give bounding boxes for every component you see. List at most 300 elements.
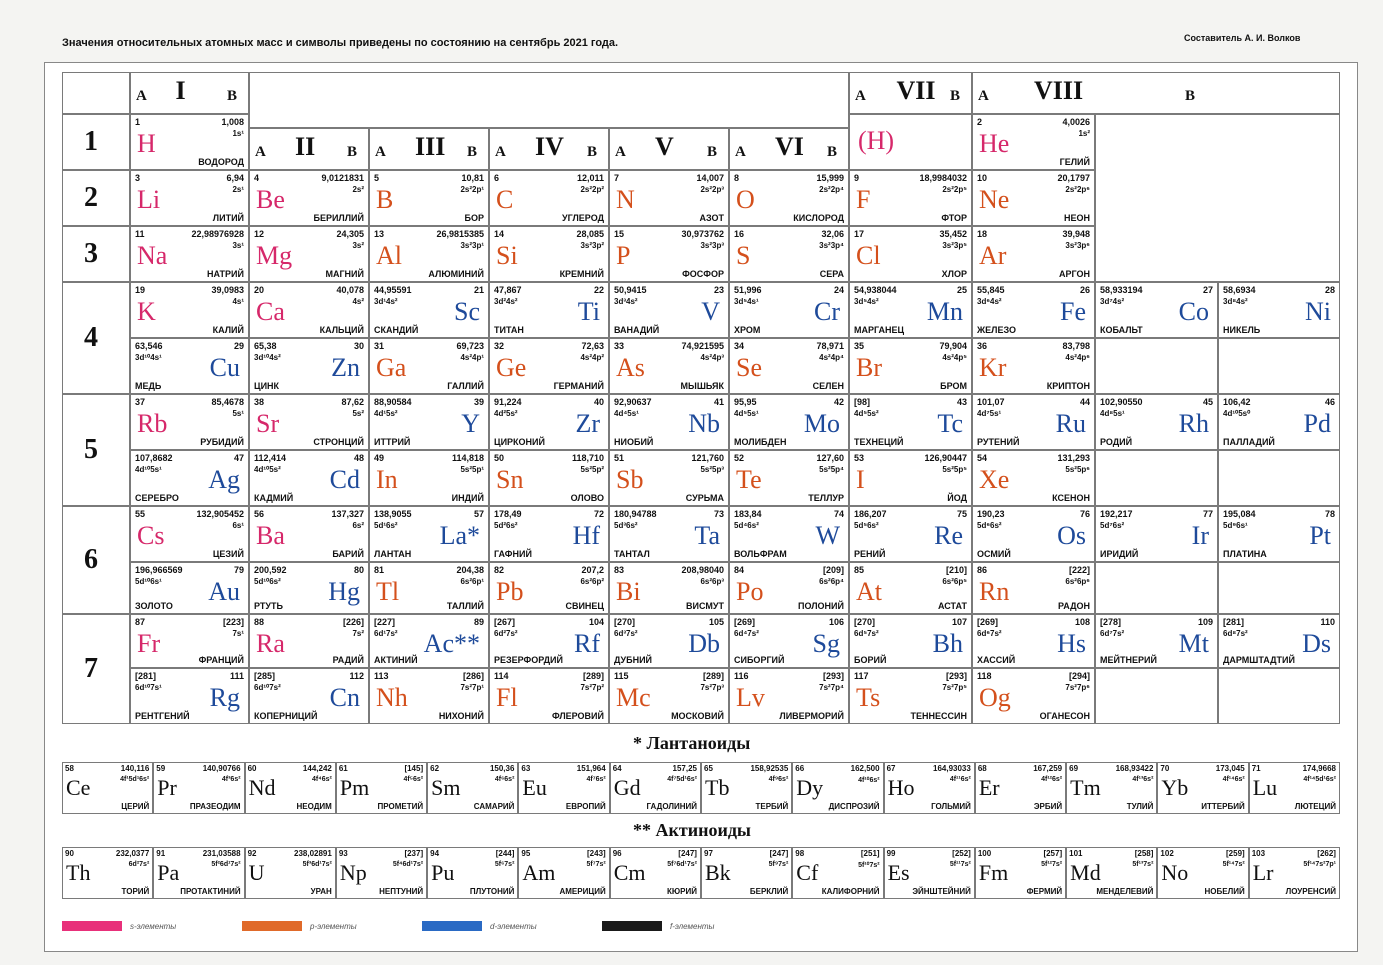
element-name: НИОБИЙ <box>614 437 654 447</box>
element-cell[interactable] <box>609 668 729 724</box>
atomic-number: 74 <box>833 509 844 519</box>
element-cell[interactable] <box>972 226 1095 282</box>
element-cell[interactable] <box>972 338 1095 394</box>
element-cell[interactable] <box>130 338 249 394</box>
element-cell[interactable] <box>972 394 1095 450</box>
element-cell[interactable] <box>1095 614 1218 668</box>
element-symbol: Pt <box>1309 521 1331 550</box>
header-note: Значения относительных атомных масс и символы приведены по состоянию на сентябрь 2021 года. <box>62 37 619 49</box>
element-cell[interactable] <box>1095 282 1218 338</box>
element-cell[interactable] <box>489 282 609 338</box>
element-name: ХЛОР <box>941 269 967 279</box>
element-cell[interactable] <box>1218 282 1340 338</box>
atomic-mass: [247] <box>678 849 697 858</box>
atomic-mass: [281] <box>1223 617 1245 627</box>
element-name: РЕЗЕРФОРДИЙ <box>494 655 563 665</box>
element-cell[interactable] <box>972 114 1095 170</box>
atomic-mass: 183,84 <box>734 509 762 519</box>
element-symbol: Pa <box>157 860 180 885</box>
element-name: ЙОД <box>947 493 967 503</box>
f-element-cell[interactable] <box>427 762 518 814</box>
atomic-number: 49 <box>374 453 385 463</box>
element-symbol: Bh <box>932 629 963 658</box>
atomic-mass: 9,0121831 <box>321 173 364 183</box>
atomic-number: 61 <box>338 764 348 773</box>
element-symbol: Y <box>461 409 480 438</box>
electron-config: 6d¹7s² <box>374 629 398 638</box>
atomic-mass: 138,9055 <box>374 509 412 519</box>
element-name: МЫШЬЯК <box>680 381 724 391</box>
atomic-number: 47 <box>233 453 244 463</box>
element-symbol: C <box>496 185 514 214</box>
electron-config: 4s²4p² <box>580 353 604 362</box>
f-element-cell[interactable] <box>518 762 609 814</box>
atomic-number: 65 <box>704 764 713 773</box>
f-element-cell[interactable] <box>245 847 336 899</box>
element-cell[interactable] <box>972 450 1095 506</box>
element-name: ЛИТИЙ <box>212 213 244 223</box>
element-cell[interactable] <box>369 282 489 338</box>
electron-config: 3s²3p⁵ <box>942 241 967 250</box>
electron-config: 3s²3p⁶ <box>1065 241 1090 250</box>
atomic-mass: 88,90584 <box>374 397 412 407</box>
atomic-number: 26 <box>1079 285 1090 295</box>
element-name: УГЛЕРОД <box>562 213 604 223</box>
atomic-number: 62 <box>430 764 440 773</box>
electron-config: 3s²3p¹ <box>460 241 484 250</box>
element-cell[interactable] <box>972 170 1095 226</box>
element-symbol: Tb <box>705 775 730 800</box>
f-element-cell[interactable] <box>1157 847 1248 899</box>
atomic-mass: 63,546 <box>135 341 163 351</box>
element-name: ЛОУРЕНСИЙ <box>1285 887 1336 896</box>
element-cell[interactable] <box>249 614 369 668</box>
element-cell[interactable] <box>489 668 609 724</box>
element-cell[interactable] <box>249 394 369 450</box>
element-cell[interactable] <box>130 170 249 226</box>
element-cell[interactable] <box>130 450 249 506</box>
element-symbol: Cu <box>209 353 240 382</box>
atomic-mass: 55,845 <box>977 285 1005 295</box>
element-cell[interactable] <box>609 614 729 668</box>
atomic-number: 83 <box>614 565 625 575</box>
h-paren-symbol: (H) <box>858 126 895 155</box>
atomic-mass: [278] <box>1100 617 1122 627</box>
element-cell[interactable] <box>369 226 489 282</box>
atomic-number: 105 <box>708 617 724 627</box>
element-cell[interactable] <box>489 338 609 394</box>
atomic-mass: 102,90550 <box>1100 397 1143 407</box>
element-symbol: Ce <box>66 775 91 800</box>
atomic-number: 99 <box>886 849 896 858</box>
element-symbol: H <box>137 129 156 158</box>
element-cell[interactable] <box>130 114 249 170</box>
electron-config: 4f⁶6s² <box>494 776 515 783</box>
element-symbol: Cl <box>856 241 881 270</box>
f-element-cell[interactable] <box>610 847 701 899</box>
element-symbol: Fe <box>1060 297 1086 326</box>
element-cell[interactable] <box>849 450 972 506</box>
element-symbol: Cm <box>613 860 646 885</box>
element-symbol: Cn <box>329 683 360 712</box>
electron-config: 4d¹5s² <box>374 409 398 418</box>
electron-config: 4f¹²6s² <box>1041 776 1063 783</box>
electron-config: 5s²5p³ <box>700 465 724 474</box>
atomic-number: 33 <box>614 341 625 351</box>
element-name: ОСМИЙ <box>977 549 1011 559</box>
element-cell[interactable] <box>1218 614 1340 668</box>
element-symbol: Re <box>934 521 963 550</box>
element-cell[interactable] <box>369 562 489 614</box>
f-element-cell[interactable] <box>701 762 792 814</box>
f-element-cell[interactable] <box>336 847 427 899</box>
f-element-cell[interactable] <box>884 847 975 899</box>
f-element-cell[interactable] <box>1249 762 1340 814</box>
element-cell[interactable] <box>729 338 849 394</box>
element-symbol: Kr <box>979 353 1007 382</box>
electron-config: 4d¹⁰5s⁰ <box>1223 409 1251 418</box>
f-element-cell[interactable] <box>153 847 244 899</box>
atomic-number: 56 <box>254 509 265 519</box>
atomic-number: 86 <box>977 565 988 575</box>
element-name: ЭРБИЙ <box>1033 802 1063 811</box>
element-cell[interactable] <box>130 394 249 450</box>
atomic-number: 50 <box>494 453 505 463</box>
element-cell[interactable] <box>369 450 489 506</box>
element-cell[interactable] <box>729 282 849 338</box>
element-cell[interactable] <box>249 282 369 338</box>
element-cell[interactable] <box>729 226 849 282</box>
element-symbol: Rg <box>209 683 240 712</box>
atomic-mass: [145] <box>404 764 424 773</box>
corner-cell <box>62 72 130 114</box>
electron-config: 7s²7p⁵ <box>942 683 967 692</box>
f-element-cell[interactable] <box>153 762 244 814</box>
element-name: МЕДЬ <box>135 381 162 391</box>
atomic-mass: 1,008 <box>221 117 244 127</box>
element-cell[interactable] <box>489 614 609 668</box>
atomic-mass: [267] <box>494 617 516 627</box>
atomic-number: 116 <box>734 671 749 681</box>
electron-config: 6s²6p² <box>580 577 604 586</box>
element-cell[interactable] <box>1218 506 1340 562</box>
atomic-mass: [294] <box>1068 671 1090 681</box>
electron-config: 5f¹²7s² <box>1041 861 1063 868</box>
atomic-mass: 26,9815385 <box>436 229 484 239</box>
atomic-number: 53 <box>854 453 865 463</box>
element-cell[interactable] <box>849 562 972 614</box>
element-cell[interactable] <box>130 506 249 562</box>
element-cell[interactable] <box>729 614 849 668</box>
atomic-number: 37 <box>135 397 146 407</box>
element-cell[interactable] <box>849 614 972 668</box>
subgroup-a-label: A <box>855 88 866 104</box>
element-symbol: Sr <box>256 409 280 438</box>
element-name: НЕОДИМ <box>296 802 332 811</box>
element-symbol: Al <box>376 241 402 270</box>
element-cell[interactable] <box>369 338 489 394</box>
period-number: 4 <box>84 322 98 353</box>
atomic-number: 21 <box>473 285 484 295</box>
atomic-mass: 107,8682 <box>135 453 173 463</box>
element-cell[interactable] <box>849 226 972 282</box>
atomic-number: 95 <box>521 849 531 858</box>
electron-config: 3s¹ <box>232 241 244 250</box>
electron-config: 6d¹⁰7s¹ <box>135 683 162 692</box>
element-cell[interactable] <box>249 450 369 506</box>
element-cell[interactable] <box>972 282 1095 338</box>
atomic-mass: 162,500 <box>850 764 880 773</box>
subgroup-b-label: B <box>587 144 598 160</box>
electron-config: 2s²2p³ <box>700 185 724 194</box>
element-cell[interactable] <box>369 506 489 562</box>
element-name: КОБАЛЬТ <box>1100 325 1143 335</box>
f-element-cell[interactable] <box>792 847 883 899</box>
electron-config: 3s²3p⁴ <box>819 241 844 250</box>
element-cell[interactable] <box>130 668 249 724</box>
element-cell[interactable] <box>972 506 1095 562</box>
f-element-cell[interactable] <box>1066 762 1157 814</box>
element-name: РТУТЬ <box>254 601 283 611</box>
element-name: ДУБНИЙ <box>614 655 653 665</box>
element-cell[interactable] <box>489 562 609 614</box>
atomic-mass: 44,95591 <box>374 285 412 295</box>
element-name: ПРОТАКТИНИЙ <box>180 887 241 896</box>
element-cell[interactable] <box>369 170 489 226</box>
element-cell[interactable] <box>849 668 972 724</box>
electron-config: 5f⁹7s² <box>768 861 789 868</box>
atomic-mass: 132,905452 <box>196 509 244 519</box>
element-cell[interactable] <box>130 562 249 614</box>
atomic-mass: [223] <box>222 617 244 627</box>
electron-config: 1s² <box>1078 129 1090 138</box>
electron-config: 6s¹ <box>232 521 244 530</box>
atomic-mass: 196,966569 <box>135 565 183 575</box>
element-name: ХРОМ <box>734 325 761 335</box>
element-name: КРЕМНИЙ <box>559 269 604 279</box>
atomic-mass: 39,948 <box>1062 229 1090 239</box>
element-name: ЖЕЛЕЗО <box>977 325 1016 335</box>
element-symbol: V <box>701 297 720 326</box>
element-name: ВАНАДИЙ <box>614 325 660 335</box>
electron-config: 2s²2p² <box>580 185 604 194</box>
element-cell[interactable] <box>489 394 609 450</box>
atomic-number: 96 <box>612 849 622 858</box>
element-cell[interactable] <box>609 394 729 450</box>
element-symbol: As <box>616 353 645 382</box>
subgroup-b-label: B <box>950 88 961 104</box>
element-name: ПРОМЕТИЙ <box>377 802 424 811</box>
element-cell[interactable] <box>849 394 972 450</box>
element-cell[interactable] <box>729 562 849 614</box>
f-element-cell[interactable] <box>1249 847 1340 899</box>
f-element-cell[interactable] <box>1066 847 1157 899</box>
element-symbol: W <box>815 521 840 550</box>
element-name: БОРИЙ <box>854 655 887 665</box>
element-cell[interactable] <box>609 170 729 226</box>
atomic-mass: [252] <box>952 849 971 858</box>
group-header-VIII <box>972 72 1340 114</box>
element-cell[interactable] <box>249 668 369 724</box>
element-cell[interactable] <box>1218 394 1340 450</box>
element-name: БЕРКЛИЙ <box>749 887 789 896</box>
element-symbol: Sb <box>616 465 644 494</box>
element-symbol: Ti <box>577 297 600 326</box>
element-cell[interactable] <box>849 338 972 394</box>
atomic-mass: [262] <box>1317 849 1336 858</box>
atomic-mass: 95,95 <box>734 397 757 407</box>
element-cell[interactable] <box>489 506 609 562</box>
element-cell[interactable] <box>729 394 849 450</box>
legend-label: p-элементы <box>310 922 357 931</box>
f-element-cell[interactable] <box>427 847 518 899</box>
element-cell[interactable] <box>249 562 369 614</box>
electron-config: 6s²6p¹ <box>460 577 484 586</box>
element-cell[interactable] <box>1095 394 1218 450</box>
element-cell[interactable] <box>609 226 729 282</box>
empty-cell <box>1218 338 1340 394</box>
f-element-cell[interactable] <box>518 847 609 899</box>
electron-config: 5d⁴6s² <box>734 521 759 530</box>
atomic-mass: 158,92535 <box>750 764 789 773</box>
element-name: ФЛЕРОВИЙ <box>552 711 604 721</box>
element-cell[interactable] <box>130 614 249 668</box>
element-name: ПРАЗЕОДИМ <box>189 802 241 811</box>
element-symbol: Sn <box>496 465 524 494</box>
empty-cell <box>1218 450 1340 506</box>
group-roman-I: I <box>175 76 186 105</box>
atomic-mass: [293] <box>822 671 844 681</box>
element-cell[interactable] <box>729 450 849 506</box>
atomic-mass: 232,0377 <box>115 849 150 858</box>
element-cell[interactable] <box>729 506 849 562</box>
f-element-cell[interactable] <box>1157 762 1248 814</box>
element-cell[interactable] <box>489 170 609 226</box>
atomic-number: 48 <box>353 453 364 463</box>
element-cell[interactable] <box>249 170 369 226</box>
atomic-mass: 186,207 <box>854 509 887 519</box>
electron-config: 4d¹⁰5s¹ <box>135 465 162 474</box>
element-symbol: Hf <box>572 521 600 550</box>
atomic-number: 108 <box>1074 617 1090 627</box>
element-name: НОБЕЛИЙ <box>1204 887 1245 896</box>
element-symbol: Ba <box>256 521 285 550</box>
element-symbol: Be <box>256 185 285 214</box>
element-cell[interactable] <box>729 170 849 226</box>
element-cell[interactable] <box>609 338 729 394</box>
element-symbol: Ir <box>1191 521 1209 550</box>
atomic-number: 38 <box>254 397 265 407</box>
element-symbol: Rh <box>1178 409 1209 438</box>
element-symbol: U <box>248 860 265 885</box>
element-cell[interactable] <box>849 506 972 562</box>
electron-config: 7s²7p⁴ <box>819 683 844 692</box>
atomic-number: 117 <box>854 671 869 681</box>
group-roman-IV: IV <box>535 132 564 161</box>
electron-config: 4f⁷5d¹6s² <box>667 776 697 783</box>
element-name: КАДМИЙ <box>254 493 294 503</box>
f-element-cell[interactable] <box>792 762 883 814</box>
f-element-cell[interactable] <box>245 762 336 814</box>
atomic-mass: 83,798 <box>1062 341 1090 351</box>
element-cell[interactable] <box>972 668 1095 724</box>
atomic-number: 90 <box>65 849 74 858</box>
atomic-mass: [269] <box>734 617 756 627</box>
f-element-cell[interactable] <box>884 762 975 814</box>
element-symbol: He <box>979 129 1010 158</box>
element-cell[interactable] <box>130 226 249 282</box>
element-cell[interactable] <box>249 226 369 282</box>
element-name: МОЛИБДЕН <box>734 437 787 447</box>
element-cell[interactable] <box>489 226 609 282</box>
element-name: БЕРИЛЛИЙ <box>313 213 364 223</box>
f-element-cell[interactable] <box>701 847 792 899</box>
atomic-mass: 78,971 <box>816 341 844 351</box>
f-element-cell[interactable] <box>975 762 1066 814</box>
element-cell[interactable] <box>609 506 729 562</box>
electron-config: 6s²6p³ <box>700 577 724 586</box>
element-cell[interactable] <box>369 614 489 668</box>
f-element-cell[interactable] <box>336 762 427 814</box>
element-name: КАЛИЙ <box>212 325 244 335</box>
element-name: АСТАТ <box>937 601 967 611</box>
element-cell[interactable] <box>609 450 729 506</box>
f-element-cell[interactable] <box>62 762 153 814</box>
element-symbol: Zr <box>575 409 600 438</box>
electron-config: 5f⁶7s² <box>494 861 515 868</box>
element-name: РОДИЙ <box>1100 437 1133 447</box>
element-name: АРГОН <box>1059 269 1090 279</box>
element-cell[interactable] <box>849 170 972 226</box>
atomic-mass: 101,07 <box>977 397 1005 407</box>
element-cell[interactable] <box>972 562 1095 614</box>
element-symbol: Cd <box>329 465 360 494</box>
atomic-number: 97 <box>704 849 713 858</box>
element-name: ТЕРБИЙ <box>755 802 789 811</box>
f-element-cell[interactable] <box>975 847 1066 899</box>
element-symbol: Rb <box>137 409 168 438</box>
element-cell[interactable] <box>489 450 609 506</box>
element-symbol: La* <box>439 521 480 550</box>
electron-config: 4d⁵5s¹ <box>734 409 759 418</box>
element-cell[interactable] <box>609 562 729 614</box>
f-element-cell[interactable] <box>62 847 153 899</box>
element-name: РЕНИЙ <box>854 549 886 559</box>
element-symbol: Fr <box>137 629 161 658</box>
electron-config: 4f⁵6s² <box>403 776 424 783</box>
element-cell[interactable] <box>609 282 729 338</box>
f-element-cell[interactable] <box>610 762 701 814</box>
element-cell[interactable] <box>849 282 972 338</box>
element-cell[interactable] <box>369 668 489 724</box>
element-name: ХАССИЙ <box>977 655 1016 665</box>
element-cell[interactable] <box>1095 506 1218 562</box>
atomic-mass: 47,867 <box>494 285 522 295</box>
element-symbol: Te <box>736 465 762 494</box>
element-cell[interactable] <box>249 338 369 394</box>
electron-config: 6d⁸7s² <box>1223 629 1248 638</box>
element-cell[interactable] <box>972 614 1095 668</box>
atomic-number: 79 <box>233 565 244 575</box>
element-cell[interactable] <box>729 668 849 724</box>
element-cell[interactable] <box>369 394 489 450</box>
element-cell[interactable] <box>249 506 369 562</box>
element-cell[interactable] <box>130 282 249 338</box>
element-symbol: Ne <box>979 185 1010 214</box>
atomic-mass: [285] <box>254 671 276 681</box>
element-symbol: Hg <box>328 577 360 606</box>
atomic-number: 7 <box>614 173 620 183</box>
